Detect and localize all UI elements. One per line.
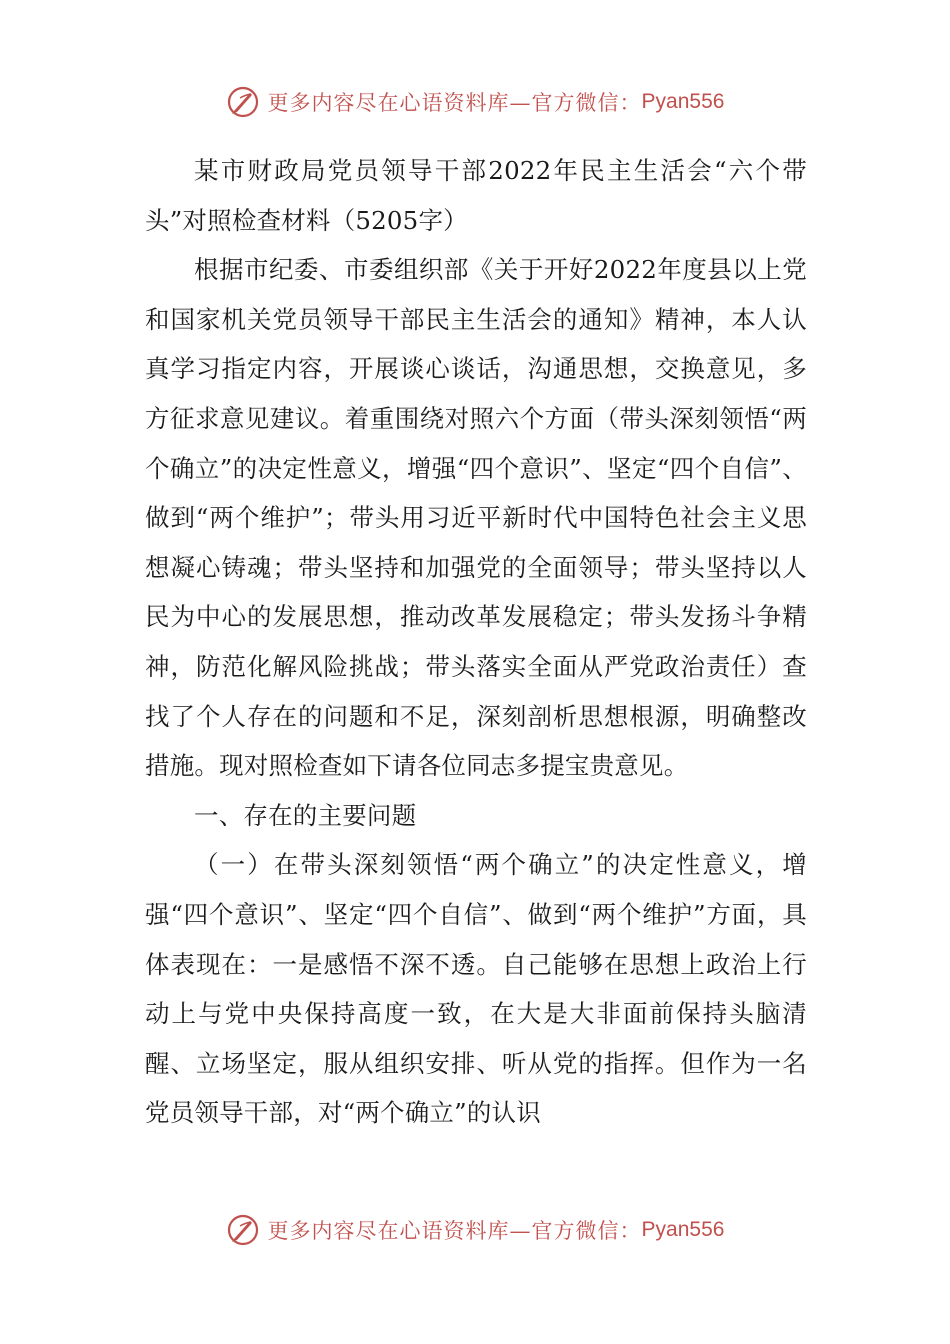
- document-body: [145, 146, 807, 1138]
- footer-watermark: [0, 1210, 950, 1250]
- paragraph-item-1: （一）在带头深刻领悟“两个确立”的决定性意义，增强“四个意识”、坚定“四个自信”、做到“两个维护”方面，具体表现在：一是感悟不深不透。自己能够在思想上政治上行动上与党中央保持高度一致，在大是大非面前保持头脑清醒、立场坚定，服从组织安排、听从党的指挥。但作为一名党员领导干部，对“两个确立”的认识: [145, 850, 807, 1128]
- watermark-wechat-id: Pyan556: [641, 1218, 725, 1241]
- watermark-text: 更多内容尽在心语资料库—官方微信：: [267, 1219, 642, 1243]
- quill-pen-logo-icon: [226, 85, 260, 119]
- paragraph-intro: 根据市纪委、市委组织部《关于开好2022年度县以上党和国家机关党员领导干部民主生活会的通知》精神，本人认真学习指定内容，开展谈心谈话，沟通思想，交换意见，多方征求意见建议。着重围绕对照六个方面（带头深刻领悟“两个确立”的决定性意义，增强“四个意识”、坚定“四个自信”、做到“两个维护”；带头用习近平新时代中国特色社会主义思想凝心铸魂；带头坚持和加强党的全面领导；带头坚持以人民为中心的发展思想，推动改革发展稳定；带头发扬斗争精神，防范化解风险挑战；带头落实全面从严党政治责任）查找了个人存在的问题和不足，深刻剖析思想根源，明确整改措施。现对照检查如下请各位同志多提宝贵意见。: [145, 255, 807, 781]
- section-heading: 一、存在的主要问题: [194, 800, 417, 830]
- watermark-wechat-id: Pyan556: [641, 90, 725, 113]
- watermark-text: 更多内容尽在心语资料库—官方微信：: [267, 91, 642, 115]
- document-title: 某市财政局党员领导干部2022年民主生活会“六个带头”对照检查材料（5205字）: [145, 156, 807, 235]
- header-watermark: [0, 82, 950, 122]
- quill-pen-logo-icon: [226, 1213, 260, 1247]
